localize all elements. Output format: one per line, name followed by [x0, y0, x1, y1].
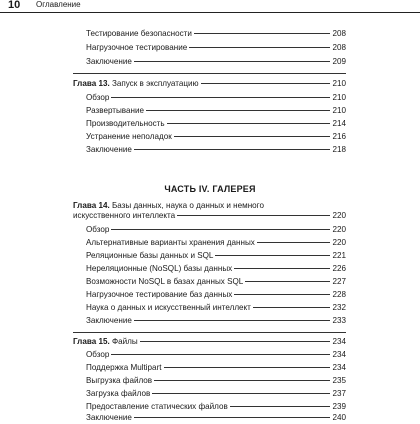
- toc-entry-title: Обзор: [86, 225, 110, 234]
- toc-entry: [86, 302, 346, 314]
- dot-leader: [134, 320, 331, 321]
- header-rule: [0, 12, 420, 13]
- chapter-entry: [73, 336, 346, 348]
- toc-entry-title: Поддержка Multipart: [86, 363, 162, 372]
- toc-entry-page: 216: [332, 132, 346, 141]
- toc-entry-title: Заключение: [86, 57, 132, 66]
- toc-entry: [86, 362, 346, 374]
- toc-entry-title: Производительность: [86, 119, 165, 128]
- chapter-label: Глава 15.: [73, 337, 110, 346]
- chapter-title-line1: Базы данных, наука о данных и немного: [111, 201, 264, 210]
- toc-entry: [86, 28, 346, 40]
- toc-entry: [86, 263, 346, 275]
- toc-entry-page: 232: [332, 303, 346, 312]
- page-number: 10: [8, 0, 21, 11]
- toc-entry: [86, 118, 346, 130]
- dot-leader: [154, 380, 330, 381]
- toc-entry: [86, 289, 346, 301]
- running-title: Оглавление: [36, 0, 81, 9]
- part-heading: ЧАСТЬ IV. ГАЛЕРЕЯ: [164, 184, 256, 194]
- toc-entry-title: Нагрузочное тестирование: [86, 43, 188, 52]
- toc-entry: [86, 224, 346, 236]
- toc-entry-page: 240: [332, 413, 346, 422]
- toc-entry-title: Заключение: [86, 316, 132, 325]
- toc-entry-title: Альтернативные варианты хранения данных: [86, 238, 255, 247]
- toc-entry-page: 237: [332, 389, 346, 398]
- dot-leader: [167, 123, 331, 124]
- dot-leader: [134, 149, 331, 150]
- dot-leader: [111, 354, 330, 355]
- toc-entry: [86, 388, 346, 400]
- dot-leader: [215, 255, 330, 256]
- toc-entry-title: Развертывание: [86, 106, 145, 115]
- toc-entry-page: 227: [332, 277, 346, 286]
- toc-entry-title: Тестирование безопасности: [86, 29, 192, 38]
- toc-entry-title: Наука о данных и искусственный интеллект: [86, 303, 251, 312]
- dot-leader: [164, 367, 331, 368]
- toc-entry-page: 239: [332, 402, 346, 411]
- toc-entry-title: Выгрузка файлов: [86, 376, 153, 385]
- toc-entry: [86, 315, 346, 327]
- toc-entry-page: 221: [332, 251, 346, 260]
- toc-entry-title: Возможности NoSQL в базах данных SQL: [86, 277, 244, 286]
- toc-entry-page: 228: [332, 290, 346, 299]
- toc-entry-title: Предоставление статических файлов: [86, 402, 228, 411]
- toc-entry: [86, 412, 346, 424]
- dot-leader: [177, 215, 330, 216]
- toc-entry-title: Заключение: [86, 145, 132, 154]
- dot-leader: [111, 97, 330, 98]
- chapter-page: 234: [332, 337, 346, 346]
- toc-entry-page: 226: [332, 264, 346, 273]
- dot-leader: [140, 341, 331, 342]
- toc-entry-page: 220: [332, 225, 346, 234]
- toc-entry-page: 208: [332, 29, 346, 38]
- toc-entry: [86, 375, 346, 387]
- toc-entry: [86, 276, 346, 288]
- toc-entry-title: Реляционные базы данных и SQL: [86, 251, 214, 260]
- dot-leader: [201, 83, 331, 84]
- dot-leader: [146, 110, 330, 111]
- toc-entry-page: 235: [332, 376, 346, 385]
- toc-entry: [86, 56, 346, 68]
- dot-leader: [194, 33, 331, 34]
- dot-leader: [234, 294, 330, 295]
- toc-entry-title: Нереляционные (NoSQL) базы данных: [86, 264, 233, 273]
- dot-leader: [253, 307, 331, 308]
- toc-entry-page: 214: [332, 119, 346, 128]
- chapter-page: 210: [332, 79, 346, 88]
- toc-entry-title: Обзор: [86, 93, 110, 102]
- toc-entry-title: Заключение: [86, 413, 132, 422]
- chapter-title-line2: искусственного интеллекта: [73, 211, 176, 220]
- toc-entry-title: Устранение неполадок: [86, 132, 172, 141]
- dot-leader: [245, 281, 330, 282]
- toc-entry-page: 234: [332, 350, 346, 359]
- section-divider: [73, 332, 346, 333]
- dot-leader: [174, 136, 331, 137]
- toc-entry: [86, 42, 346, 54]
- toc-entry-page: 234: [332, 363, 346, 372]
- dot-leader: [230, 406, 331, 407]
- page-header: [0, 0, 420, 14]
- chapter-title: Запуск в эксплуатацию: [111, 79, 199, 88]
- dot-leader: [111, 229, 330, 230]
- chapter-label: Глава 14.: [73, 201, 110, 210]
- chapter-label: Глава 13.: [73, 79, 110, 88]
- toc-entry-page: 209: [332, 57, 346, 66]
- chapter-title: Файлы: [111, 337, 138, 346]
- toc-entry: [86, 144, 346, 156]
- toc-entry-title: Обзор: [86, 350, 110, 359]
- toc-entry: [86, 349, 346, 361]
- toc-entry-page: 233: [332, 316, 346, 325]
- toc-entry: [86, 250, 346, 262]
- dot-leader: [234, 268, 330, 269]
- dot-leader: [189, 47, 330, 48]
- toc-entry: [86, 105, 346, 117]
- dot-leader: [257, 242, 331, 243]
- toc-entry-title: Загрузка файлов: [86, 389, 151, 398]
- toc-entry-page: 210: [332, 106, 346, 115]
- toc-entry-page: 218: [332, 145, 346, 154]
- dot-leader: [134, 61, 331, 62]
- toc-entry-page: 208: [332, 43, 346, 52]
- dot-leader: [134, 417, 331, 418]
- toc-entry: [86, 237, 346, 249]
- chapter-page: 220: [332, 211, 346, 220]
- toc-entry-title: Нагрузочное тестирование баз данных: [86, 290, 233, 299]
- chapter-entry: [73, 78, 346, 90]
- toc-entry-page: 210: [332, 93, 346, 102]
- section-divider: [73, 73, 346, 74]
- chapter-entry-line2: [73, 210, 346, 222]
- toc-entry: [86, 92, 346, 104]
- toc-entry-page: 220: [332, 238, 346, 247]
- toc-entry: [86, 131, 346, 143]
- dot-leader: [152, 393, 330, 394]
